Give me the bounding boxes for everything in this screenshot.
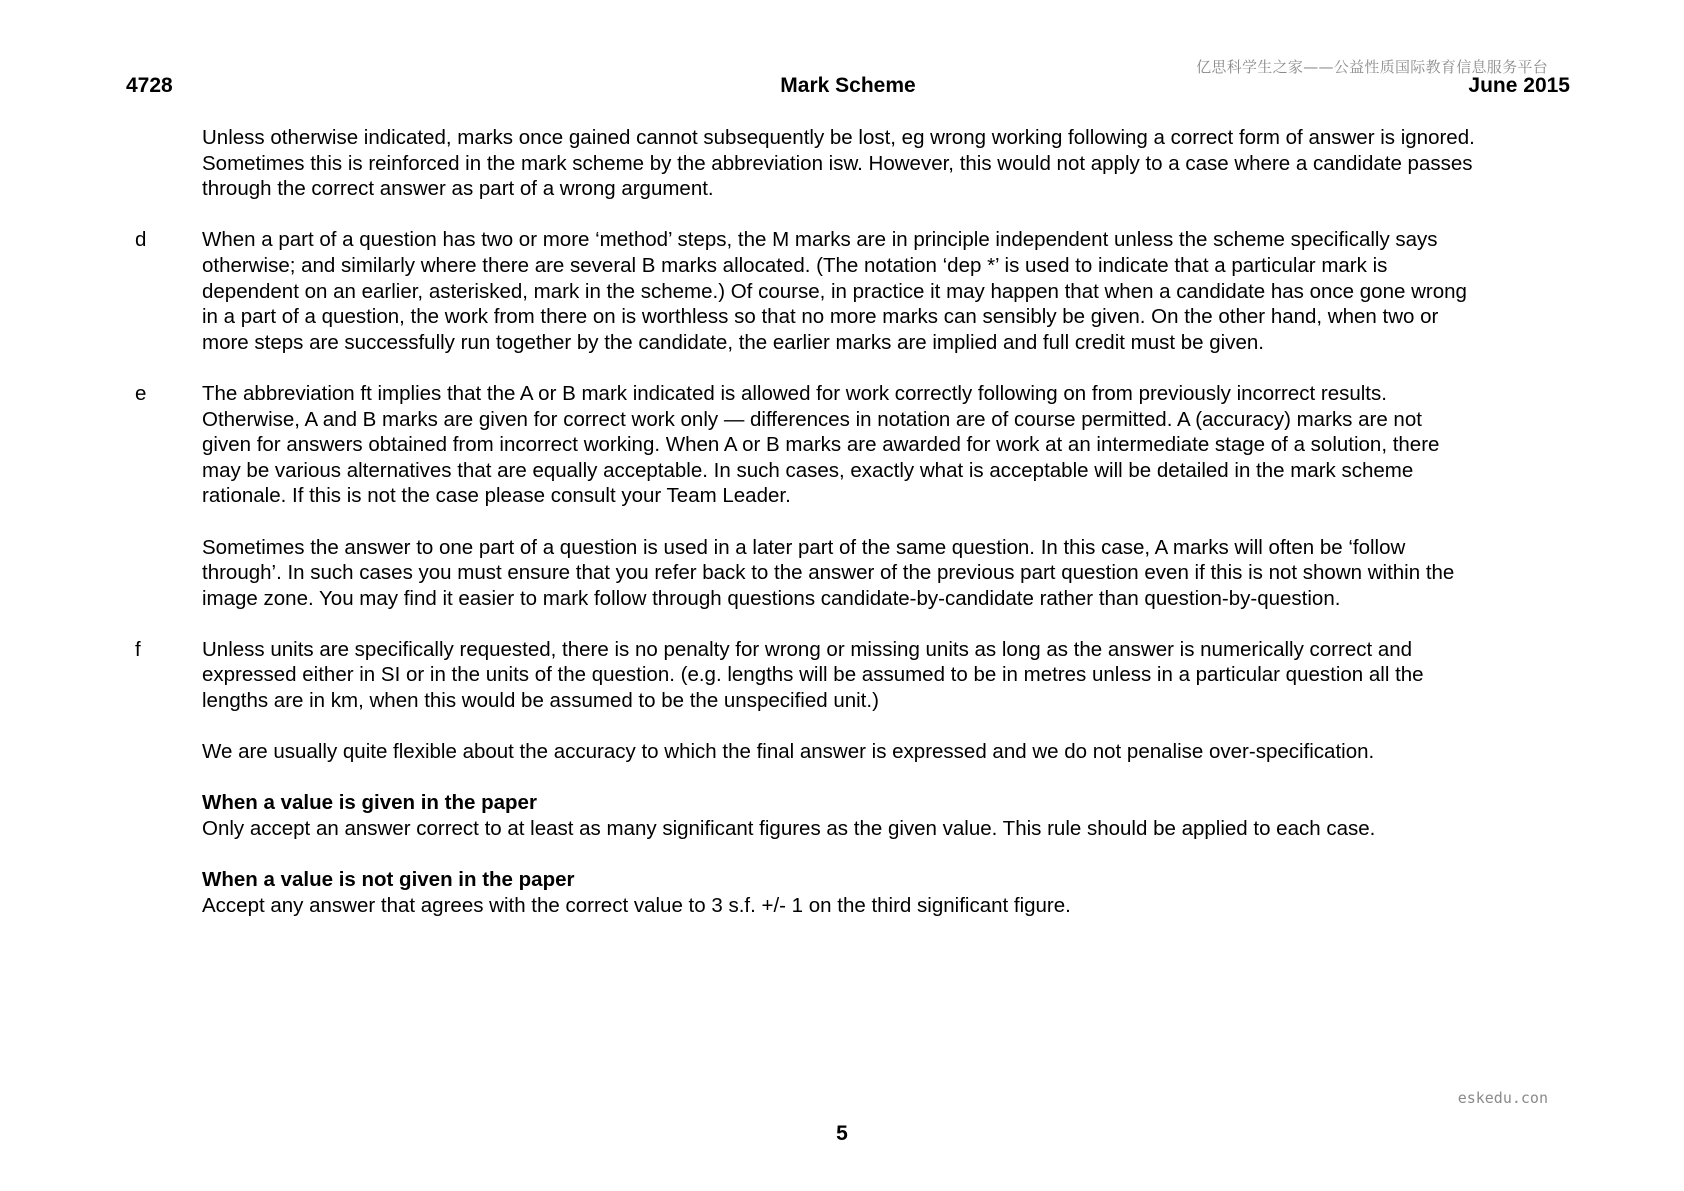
section-text: Only accept an answer correct to at least as many significant figures as the given value. This rule should be applied to each case. [202,817,1376,841]
paragraph-text: Unless otherwise indicated, marks once gained cannot subsequently be lost, eg wrong working following a correct form of answer is ignored. Sometimes this is reinforced in the mark scheme by the abbreviation isw. However, this would not apply to a case where a candidate passes through the correct answer as part of a wrong argument. [202,126,1475,201]
page-header [126,74,1570,102]
section-text: Accept any answer that agrees with the correct value to 3 s.f. +/- 1 on the third significant figure. [202,893,1071,917]
paragraph-isw [135,125,1475,202]
page-number: 5 [836,1122,848,1145]
paragraph-later-part [135,535,1475,612]
document-body [135,125,1475,944]
paragraph-d-method-steps [135,227,1475,355]
section-heading: When a value is not given in the paper [202,868,575,892]
paper-code: 4728 [126,74,173,97]
paragraph-marker: d [135,228,147,252]
watermark-bottom: eskedu.con [1457,1089,1548,1107]
paragraph-accuracy [135,739,1475,765]
watermark-top: 亿思科学生之家——公益性质国际教育信息服务平台 [1196,58,1548,76]
paragraph-text: Unless units are specifically requested, there is no penalty for wrong or missing units as long as the answer is numerically correct and expressed either in SI or in the units of the question. (e.g. lengths will be assumed to be in metres unless in a particular question all the lengths are in km, when this would be assumed to be the unspecified unit.) [202,637,1424,713]
paragraph-text: When a part of a question has two or more ‘method’ steps, the M marks are in principle independent unless the scheme specifically says otherwise; and similarly where there are several B marks allocated. (The notation ‘dep *’ is used to indicate that a particular mark is dependent on an earlier, asterisked, mark in the scheme.) Of course, in practice it may happen that when a candidate has once gone wrong in a part of a question, the work from there on is worthless so that no more marks can sensibly be given. On the other hand, when two or more steps are successfully run together by the candidate, the earlier marks are implied and full credit must be given. [202,228,1467,354]
paragraph-marker: e [135,381,147,405]
exam-session: June 2015 [1468,74,1570,97]
paragraph-text: Sometimes the answer to one part of a question is used in a later part of the same question. In this case, A marks will often be ‘follow through’. In such cases you must ensure that you refer back to the answer of the previous part question even if this is not shown within the image zone. You may find it easier to mark follow through questions candidate-by-candidate rather than question-by-question. [202,535,1455,610]
section-value-not-given [135,867,1475,918]
paragraph-text: The abbreviation ft implies that the A or B mark indicated is allowed for work correctly following on from previously incorrect results. Otherwise, A and B marks are given for correct work only — differences in notation are of course permitted. A (accuracy) marks are not given for answers obtained from incorrect working. When A or B marks are awarded for work at an intermediate stage of a solution, there may be various alternatives that are equally acceptable. In such cases, exactly what is acceptable will be detailed in the mark scheme rationale. If this is not the case please consult your Team Leader. [202,381,1440,508]
section-heading: When a value is given in the paper [202,791,537,815]
paragraph-e-follow-through [135,381,1475,509]
section-value-given [135,790,1475,841]
page-title: Mark Scheme [780,74,916,97]
paragraph-text: We are usually quite flexible about the accuracy to which the final answer is expressed and we do not penalise over-specification. [202,740,1375,764]
paragraph-marker: f [135,637,141,661]
paragraph-f-units [135,637,1475,714]
